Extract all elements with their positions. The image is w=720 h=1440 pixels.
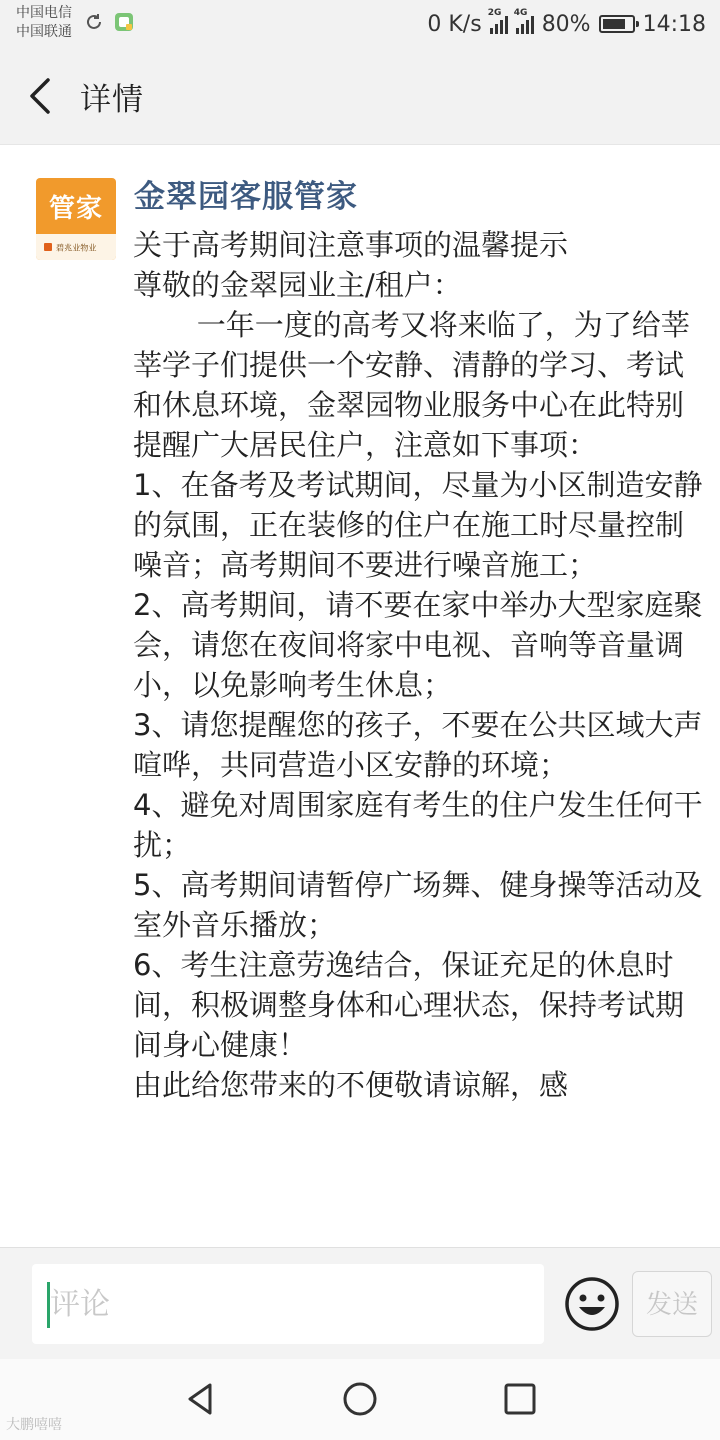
page-title: 详情 [80,82,144,118]
clock: 14:18 [642,11,706,37]
article-closing: 由此给您带来的不便敬请谅解，感 [133,1068,569,1102]
battery-icon [599,15,635,33]
signal-4g-icon [513,8,534,34]
carrier-1: 中国电信 [16,5,72,21]
nav-home-icon[interactable] [342,1381,378,1417]
avatar-logo-icon [44,243,52,251]
watermark: 大鹏嘻嘻 [6,1417,62,1433]
signal-1-label: 2G [487,8,502,18]
battery-percent: 80% [541,11,591,37]
article-item-1: 1、在备考及考试期间，尽量为小区制造安静的氛围，正在装修的住户在施工时尽量控制噪音；高考期间不要进行噪音施工； [133,468,703,582]
article-intro: 一年一度的高考又将来临了，为了给莘莘学子们提供一个安静、清静的学习、考试和休息环境，金翠园物业服务中心在此特别提醒广大居民住户，注意如下事项： [133,308,690,462]
status-bar [0,0,720,48]
article-item-4: 4、避免对周围家庭有考生的住户发生任何干扰； [133,788,703,862]
text-cursor [47,1282,50,1328]
nav-recents-icon[interactable] [502,1381,538,1417]
article-title: 关于高考期间注意事项的温馨提示 [133,228,569,262]
article-item-6: 6、考生注意劳逸结合，保证充足的休息时间，积极调整身体和心理状态，保持考试期间身心健康！ [133,948,685,1062]
comment-input[interactable] [32,1264,544,1344]
comment-bar [0,1247,720,1360]
avatar-subtext: 碧兆业物业 [56,244,97,253]
article-item-3: 3、请您提醒您的孩子，不要在公共区域大声喧哗，共同营造小区安静的环境； [133,708,703,782]
status-right [427,9,706,39]
battery-fill [603,19,625,29]
title-bar [0,48,720,145]
send-button[interactable]: 发送 [632,1271,712,1337]
avatar-text: 管家 [48,194,103,224]
carrier-info [16,4,72,42]
sender-name[interactable]: 金翠园客服管家 [134,179,358,215]
signal-2g-icon [487,8,508,34]
net-speed: 0 K/s [427,11,482,37]
article-body [133,225,703,1105]
wechat-notification-icon [114,12,134,32]
article-item-2: 2、高考期间，请不要在家中举办大型家庭聚会，请您在夜间将家中电视、音响等音量调小，以免影响考生休息； [133,588,703,702]
sync-icon [84,12,104,32]
article-item-5: 5、高考期间请暂停广场舞、健身操等活动及室外音乐播放； [133,868,703,942]
post-content[interactable] [0,145,720,1247]
emoji-icon[interactable] [564,1276,620,1332]
avatar[interactable] [36,178,116,260]
signal-2-label: 4G [513,8,528,18]
nav-back-icon[interactable] [182,1381,218,1417]
system-nav-bar [0,1359,720,1440]
carrier-2: 中国联通 [16,24,72,40]
back-arrow-icon[interactable] [22,72,66,120]
article-greeting: 尊敬的金翠园业主/租户： [133,268,462,302]
